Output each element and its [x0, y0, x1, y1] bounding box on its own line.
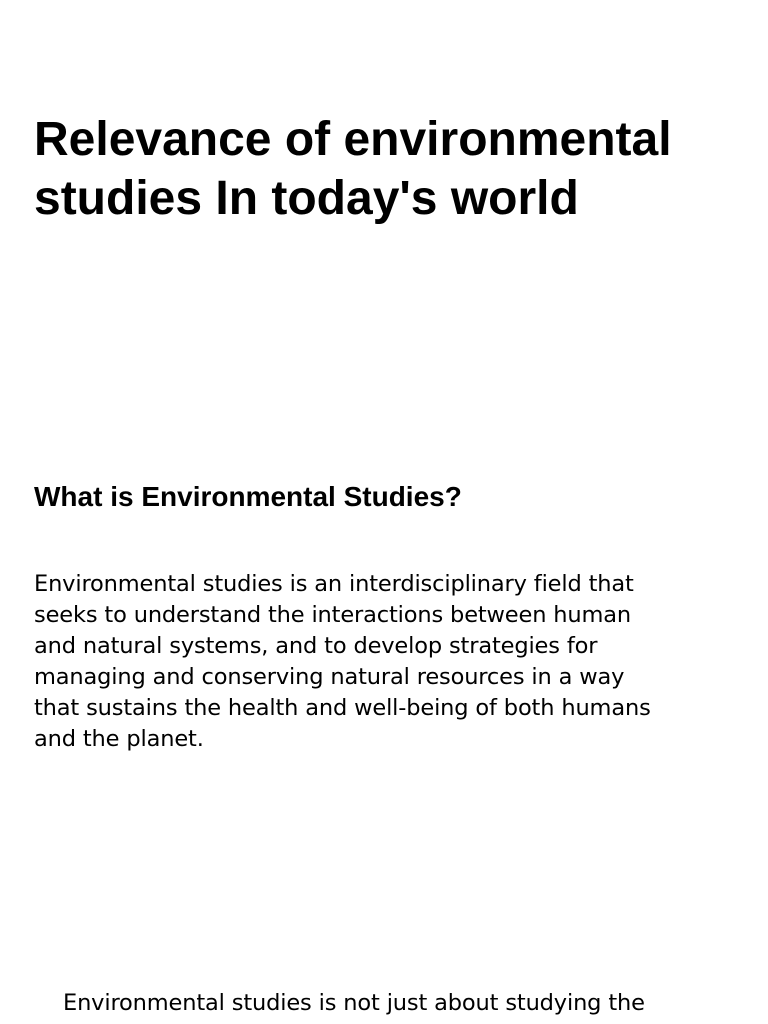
- paragraph-line: Environmental studies is an interdisciplinary field that: [34, 571, 634, 597]
- title-line: Relevance of environmental: [34, 113, 672, 166]
- paragraph-line: seeks to understand the interactions between human: [34, 602, 632, 628]
- paragraph-line: and natural systems, and to develop strategies for: [34, 633, 598, 659]
- paragraph-line: managing and conserving natural resources in a way: [34, 664, 625, 690]
- paragraph-line: and the planet.: [34, 726, 204, 752]
- title-line: studies In today's world: [34, 172, 579, 225]
- continuation-paragraph: [63, 988, 753, 1019]
- section-heading: What is Environmental Studies?: [34, 481, 462, 512]
- page-title: [34, 110, 734, 228]
- paragraph-line: Environmental studies is not just about studying the: [63, 990, 645, 1016]
- definition-paragraph: [34, 569, 734, 755]
- paragraph-line: that sustains the health and well-being of both humans: [34, 695, 651, 721]
